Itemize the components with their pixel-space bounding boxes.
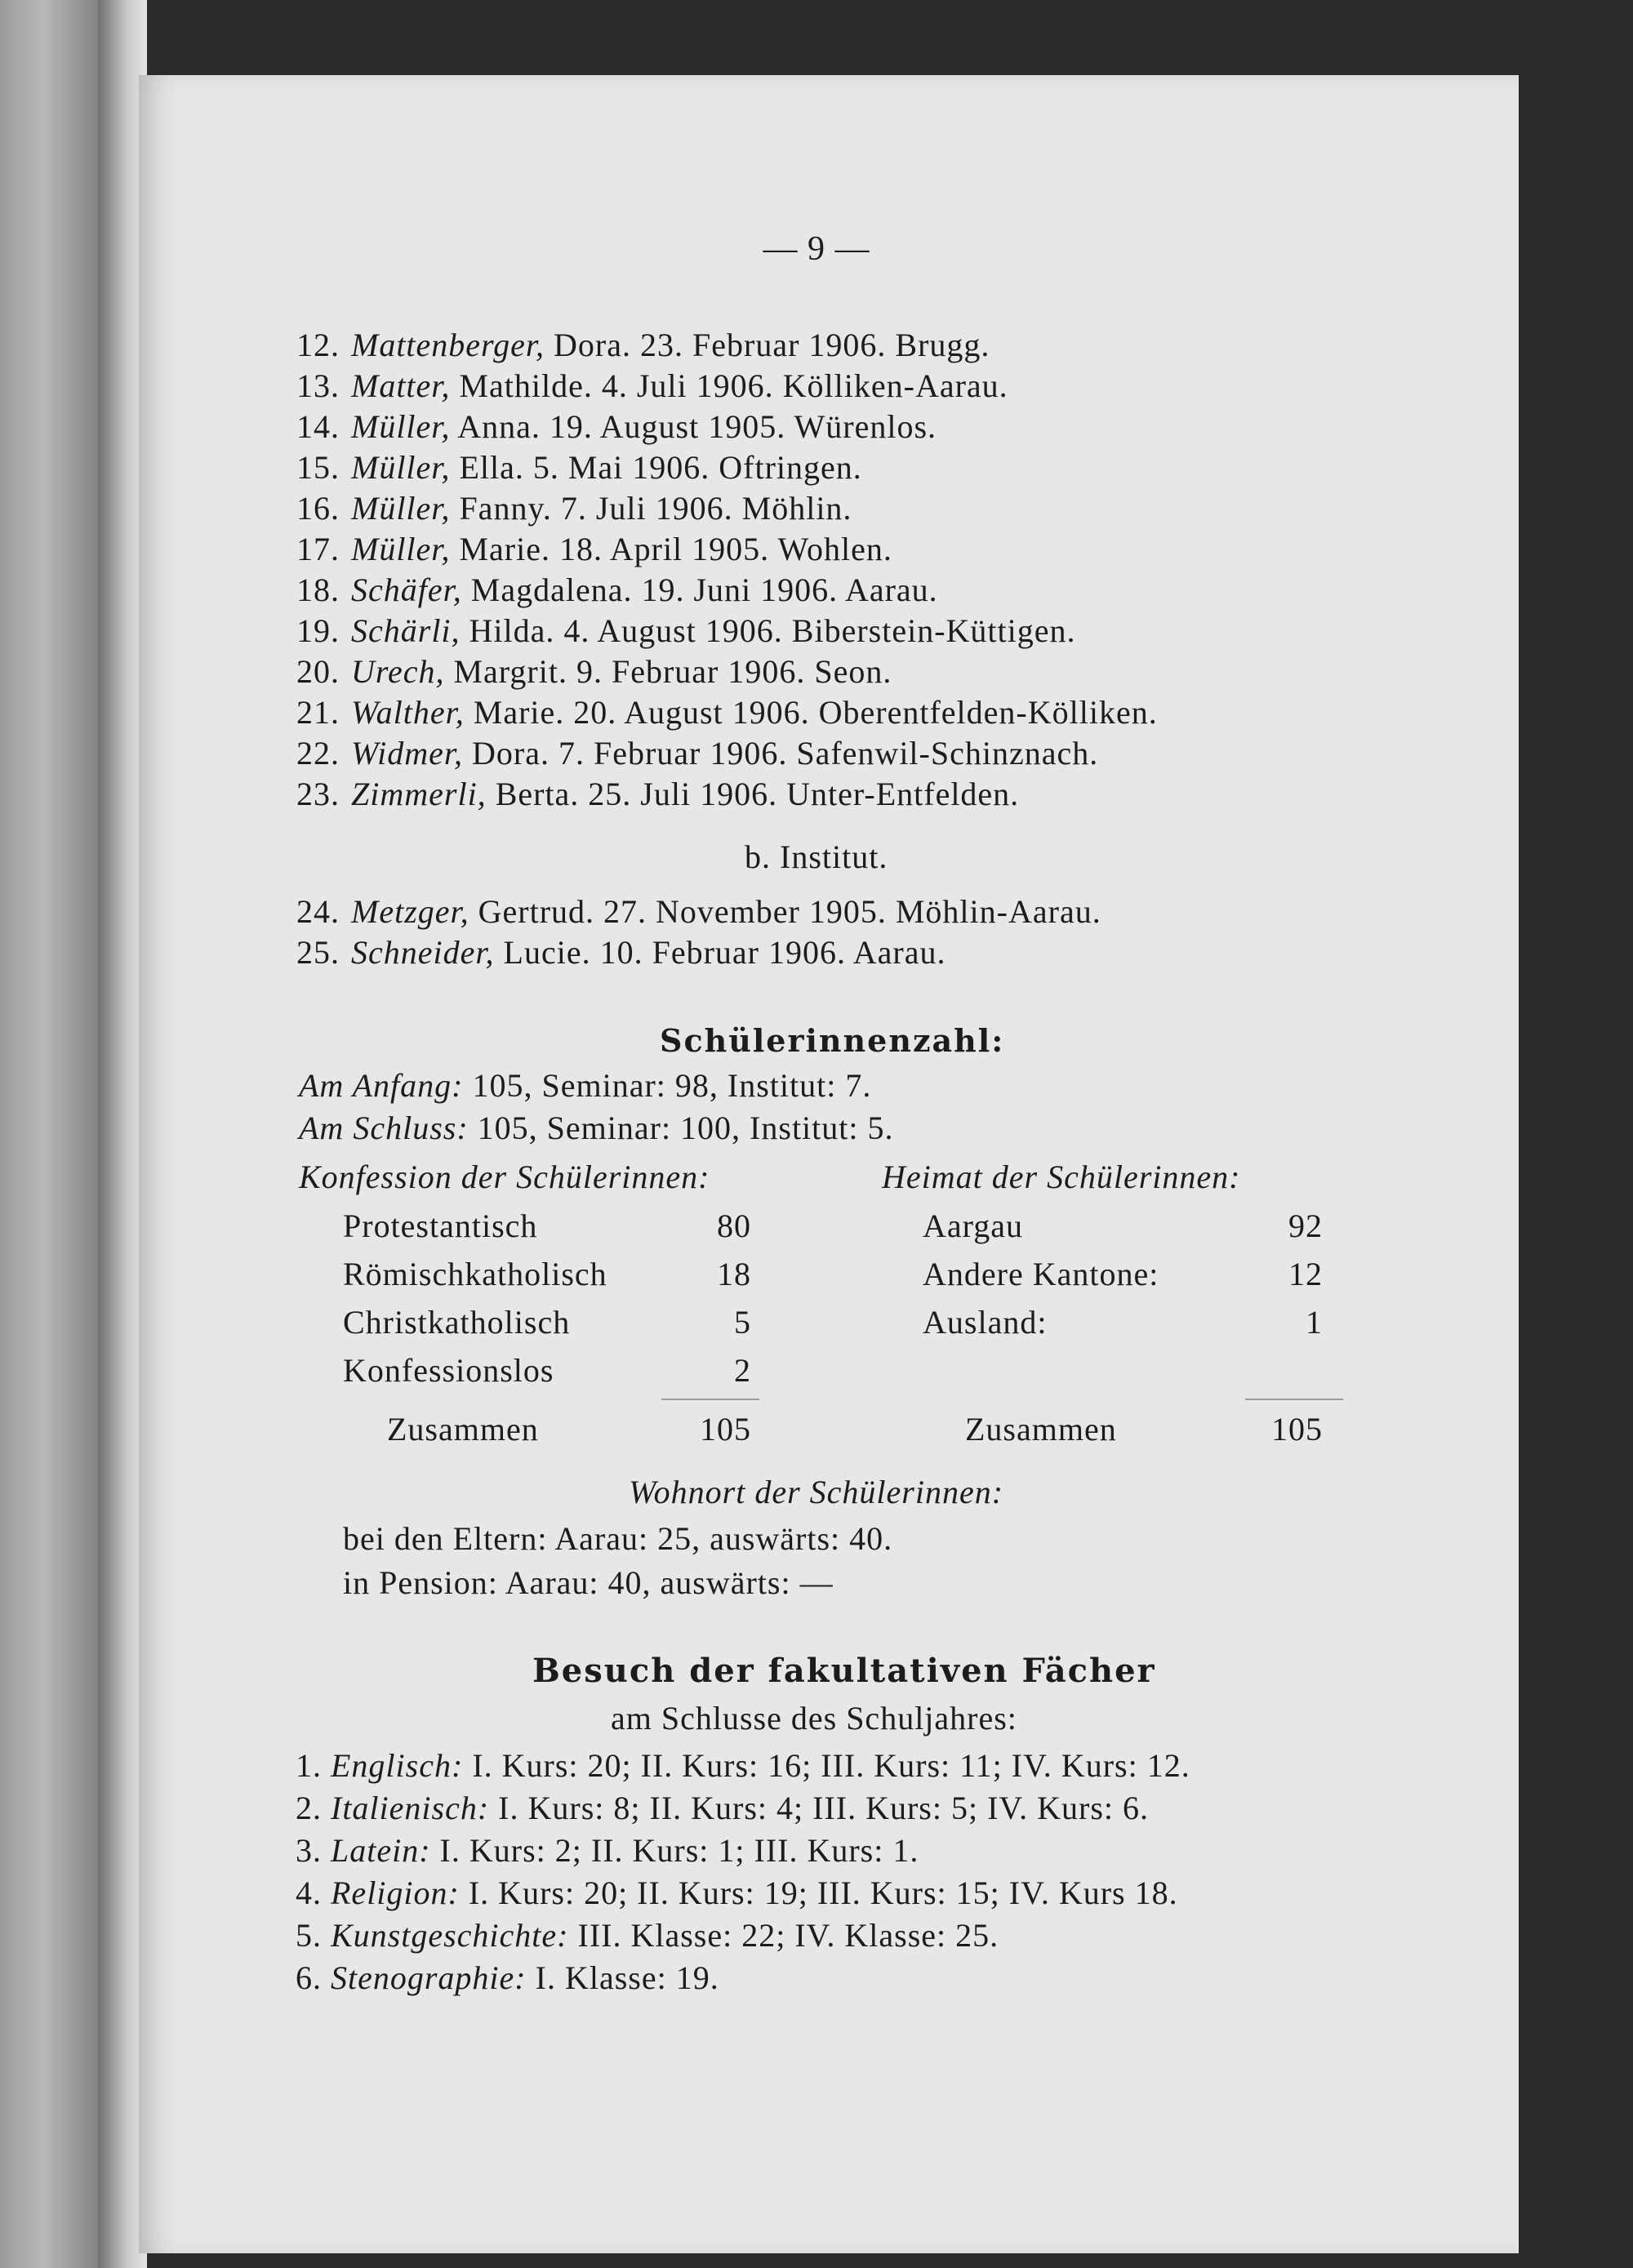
konfession-label: Konfessionslos — [343, 1352, 554, 1389]
konfession-value: 80 — [717, 1207, 751, 1244]
list-item: 20. Urech, Margrit. 9. Februar 1906. Seon. — [296, 653, 892, 690]
section-heading-institut: b. Institut. — [745, 838, 888, 875]
book-spine-shadow — [0, 0, 106, 2268]
konfession-label: Protestantisch — [343, 1207, 538, 1244]
heimat-label: Aargau — [923, 1207, 1023, 1244]
heimat-total-value: 105 — [1271, 1411, 1323, 1448]
konfession-label: Christkatholisch — [343, 1304, 571, 1341]
konfession-value: 18 — [717, 1256, 751, 1292]
konfession-label: Römischkatholisch — [343, 1256, 607, 1292]
count-schluss: Am Schluss: 105, Seminar: 100, Institut: 5. — [299, 1110, 894, 1146]
list-item: 17. Müller, Marie. 18. April 1905. Wohlen. — [296, 531, 892, 567]
faecher-subheading: am Schlusse des Schuljahres: — [611, 1700, 1017, 1737]
sum-rule — [1245, 1399, 1343, 1400]
heimat-label: Ausland: — [923, 1304, 1048, 1341]
heimat-value: 92 — [1288, 1207, 1323, 1244]
list-item: 22. Widmer, Dora. 7. Februar 1906. Safenwil-Schinznach. — [296, 735, 1099, 772]
wohnort-heading: Wohnort der Schülerinnen: — [629, 1474, 1004, 1510]
list-item: 24. Metzger, Gertrud. 27. November 1905. Möhlin-Aarau. — [296, 893, 1101, 930]
list-item: 25. Schneider, Lucie. 10. Februar 1906. Aarau. — [296, 934, 946, 971]
count-anfang: Am Anfang: 105, Seminar: 98, Institut: 7. — [299, 1067, 872, 1104]
heimat-heading: Heimat der Schülerinnen: — [882, 1158, 1241, 1195]
list-item: 16. Müller, Fanny. 7. Juli 1906. Möhlin. — [296, 490, 852, 527]
heimat-value: 12 — [1288, 1256, 1323, 1292]
faecher-heading: Besuch der fakultativen Fächer — [532, 1652, 1156, 1690]
page-number: — 9 — — [763, 230, 870, 268]
wohnort-line: bei den Eltern: Aarau: 25, auswärts: 40. — [343, 1520, 893, 1557]
konfession-value: 2 — [734, 1352, 751, 1389]
heimat-value: 1 — [1306, 1304, 1323, 1341]
konfession-heading: Konfession der Schülerinnen: — [299, 1158, 710, 1195]
list-item: 18. Schäfer, Magdalena. 19. Juni 1906. Aarau. — [296, 571, 938, 608]
list-item: 6. Stenographie: I. Klasse: 19. — [296, 1959, 719, 1996]
count-heading: Schülerinnenzahl: — [660, 1022, 1005, 1059]
konfession-total-value: 105 — [700, 1411, 751, 1448]
sum-rule — [661, 1399, 759, 1400]
list-item: 15. Müller, Ella. 5. Mai 1906. Oftringen. — [296, 449, 862, 486]
list-item: 14. Müller, Anna. 19. August 1905. Würenlos. — [296, 408, 937, 445]
list-item: 21. Walther, Marie. 20. August 1906. Oberentfelden-Kölliken. — [296, 694, 1158, 731]
list-item: 23. Zimmerli, Berta. 25. Juli 1906. Unter-Entfelden. — [296, 776, 1020, 812]
list-item: 13. Matter, Mathilde. 4. Juli 1906. Kölliken-Aarau. — [296, 367, 1008, 404]
list-item: 2. Italienisch: I. Kurs: 8; II. Kurs: 4; III. Kurs: 5; IV. Kurs: 6. — [296, 1790, 1150, 1826]
list-item: 3. Latein: I. Kurs: 2; II. Kurs: 1; III. Kurs: 1. — [296, 1832, 919, 1869]
wohnort-line: in Pension: Aarau: 40, auswärts: — — [343, 1564, 834, 1601]
heimat-total-label: Zusammen — [965, 1411, 1117, 1448]
konfession-value: 5 — [734, 1304, 751, 1341]
list-item: 1. Englisch: I. Kurs: 20; II. Kurs: 16; III. Kurs: 11; IV. Kurs: 12. — [296, 1747, 1190, 1784]
list-item: 19. Schärli, Hilda. 4. August 1906. Biberstein-Küttigen. — [296, 612, 1076, 649]
heimat-label: Andere Kantone: — [923, 1256, 1159, 1292]
list-item: 4. Religion: I. Kurs: 20; II. Kurs: 19; III. Kurs: 15; IV. Kurs 18. — [296, 1874, 1178, 1911]
list-item: 5. Kunstgeschichte: III. Klasse: 22; IV. Klasse: 25. — [296, 1917, 999, 1954]
list-item: 12. Mattenberger, Dora. 23. Februar 1906. Brugg. — [296, 327, 990, 363]
konfession-total-label: Zusammen — [387, 1411, 539, 1448]
